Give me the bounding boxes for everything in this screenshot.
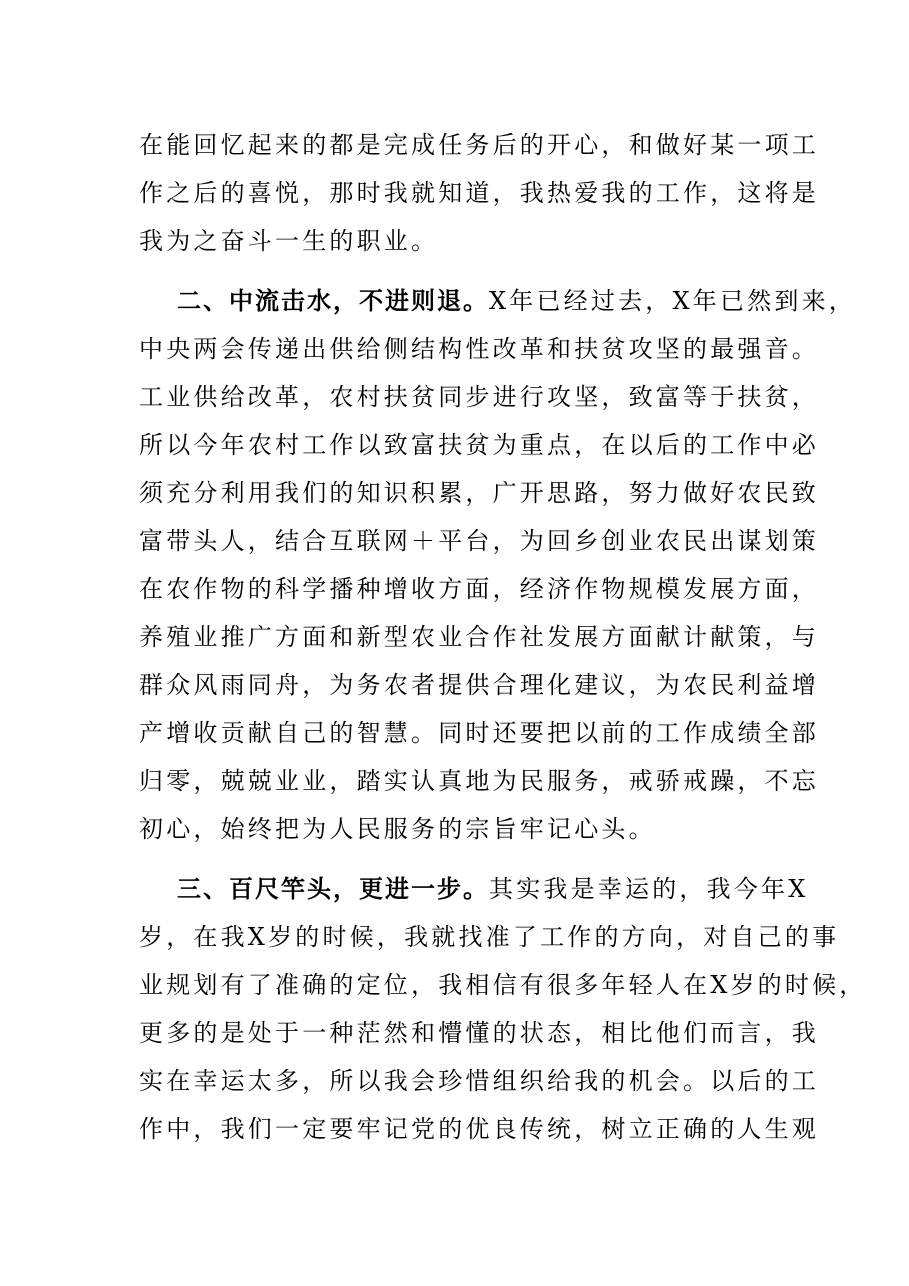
paragraph-line: 作中，我们一定要牢记党的优良传统，树立正确的人生观 (139, 1115, 819, 1143)
paragraph-line: 岁，在我X岁的时候，我就找准了工作的方向，对自己的事 (139, 923, 840, 951)
paragraph-line: 群众风雨同舟，为务农者提供合理化建议，为农民利益增 (139, 671, 819, 699)
section-heading: 三、百尺竿头，更进一步。 (177, 875, 489, 903)
paragraph-line: 养殖业推广方面和新型农业合作社发展方面献计献策，与 (139, 623, 819, 651)
paragraph-line: 所以今年农村工作以致富扶贫为重点，在以后的工作中必 (139, 431, 819, 459)
paragraph-line: 中央两会传递出供给侧结构性改革和扶贫攻坚的最强音。 (139, 335, 819, 363)
section-heading: 二、中流击水，不进则退。 (177, 287, 489, 315)
paragraph-line: 归零，兢兢业业，踏实认真地为民服务，戒骄戒躁，不忘 (139, 767, 819, 795)
section-first-line (177, 874, 817, 904)
paragraph-line: 须充分利用我们的知识积累，广开思路，努力做好农民致 (139, 479, 819, 507)
paragraph-line: 我为之奋斗一生的职业。 (139, 227, 439, 255)
paragraph-line: 实在幸运太多，所以我会珍惜组织给我的机会。以后的工 (139, 1067, 819, 1095)
section-first-line-text: X年已经过去，X年已然到来， (489, 287, 856, 315)
paragraph-line: 工业供给改革，农村扶贫同步进行攻坚，致富等于扶贫， (139, 383, 819, 411)
paragraph-line: 富带头人，结合互联网＋平台，为回乡创业农民出谋划策 (139, 527, 819, 555)
section-first-line (177, 286, 856, 316)
paragraph-line: 在能回忆起来的都是完成任务后的开心，和做好某一项工 (139, 131, 819, 159)
paragraph-line: 作之后的喜悦，那时我就知道，我热爱我的工作，这将是 (139, 179, 819, 207)
paragraph-line: 产增收贡献自己的智慧。同时还要把以前的工作成绩全部 (139, 719, 819, 747)
paragraph-line: 业规划有了准确的定位，我相信有很多年轻人在X岁的时候， (139, 971, 867, 999)
paragraph-line: 在农作物的科学播种增收方面，经济作物规模发展方面， (139, 575, 819, 603)
paragraph-line: 初心，始终把为人民服务的宗旨牢记心头。 (139, 815, 656, 843)
section-first-line-text: 其实我是幸运的，我今年X (489, 875, 809, 903)
paragraph-line: 更多的是处于一种茫然和懵懂的状态，相比他们而言，我 (139, 1019, 819, 1047)
